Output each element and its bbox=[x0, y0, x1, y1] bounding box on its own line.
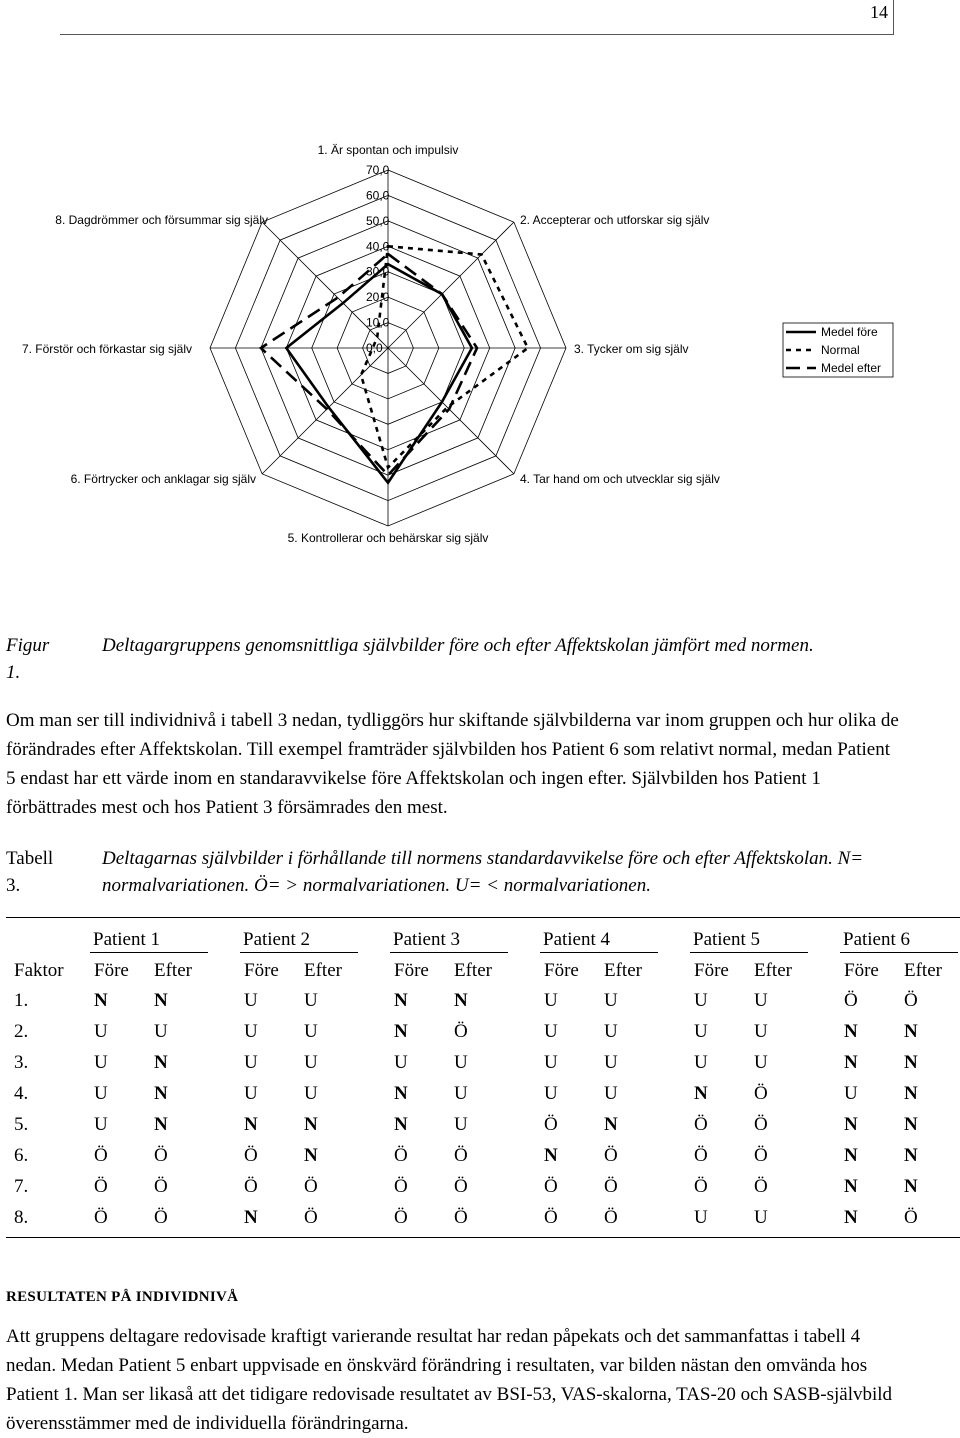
sub-header: Före bbox=[244, 960, 279, 981]
factor-header: Faktor bbox=[14, 960, 64, 981]
table-cell: Ö bbox=[904, 990, 918, 1011]
table-cell: Ö bbox=[544, 1176, 558, 1197]
table-cell: N bbox=[94, 990, 108, 1011]
table-cell: Ö bbox=[754, 1176, 768, 1197]
table-cell: N bbox=[694, 1083, 708, 1104]
patient-header: Patient 5 bbox=[693, 929, 761, 950]
patient-header: Patient 3 bbox=[393, 929, 461, 950]
table-cell: N bbox=[904, 1083, 918, 1104]
table-cell: N bbox=[844, 1176, 858, 1197]
table-cell: N bbox=[904, 1176, 918, 1197]
table-cell: N bbox=[304, 1145, 318, 1166]
axis-label: 2. Accepterar och utforskar sig själv bbox=[520, 213, 710, 227]
table-cell: N bbox=[904, 1021, 918, 1042]
table-cell: Ö bbox=[544, 1114, 558, 1135]
table-bottom-rule bbox=[6, 1237, 960, 1238]
table-cell: U bbox=[754, 1052, 768, 1073]
table-cell: N bbox=[544, 1145, 558, 1166]
table-cell: Ö bbox=[394, 1176, 408, 1197]
scale-tick-label: 50,0 bbox=[366, 213, 390, 228]
table-cell: N bbox=[244, 1207, 258, 1228]
patient-header: Patient 1 bbox=[93, 929, 161, 950]
table-cell: U bbox=[304, 990, 318, 1011]
axis-spoke bbox=[388, 222, 514, 348]
table-cell: U bbox=[394, 1052, 408, 1073]
scale-tick-label: 40,0 bbox=[366, 239, 390, 254]
table-cell: Ö bbox=[694, 1176, 708, 1197]
header-rule-end bbox=[893, 0, 894, 34]
table-cell: U bbox=[94, 1083, 108, 1104]
table-cell: U bbox=[454, 1114, 468, 1135]
table-top-rule bbox=[6, 917, 960, 918]
scale-tick-label: 10,0 bbox=[366, 315, 390, 330]
legend-label: Medel före bbox=[821, 325, 878, 339]
table-cell: U bbox=[244, 1052, 258, 1073]
table-cell: U bbox=[694, 1207, 708, 1228]
axis-label: 8. Dagdrömmer och försummar sig själv bbox=[55, 213, 268, 227]
table-cell: U bbox=[544, 1052, 558, 1073]
table-cell: Ö bbox=[604, 1145, 618, 1166]
patient-group-rule bbox=[90, 952, 208, 953]
table-cell: Ö bbox=[544, 1207, 558, 1228]
table-cell: Ö bbox=[304, 1207, 318, 1228]
table-cell: Ö bbox=[394, 1145, 408, 1166]
table-cell: U bbox=[304, 1021, 318, 1042]
sub-header: Före bbox=[394, 960, 429, 981]
table-cell: U bbox=[694, 1021, 708, 1042]
table-cell: N bbox=[844, 1145, 858, 1166]
axis-label: 7. Förstör och förkastar sig själv bbox=[21, 342, 192, 356]
table-cell: Ö bbox=[454, 1207, 468, 1228]
table-cell: Ö bbox=[244, 1176, 258, 1197]
series-line bbox=[361, 246, 528, 467]
table-cell: N bbox=[844, 1207, 858, 1228]
legend-label: Medel efter bbox=[821, 361, 882, 375]
patient-group-rule bbox=[690, 952, 808, 953]
table-cell: U bbox=[544, 1083, 558, 1104]
table-cell: U bbox=[694, 1052, 708, 1073]
sub-header: Efter bbox=[154, 960, 192, 981]
table-cell: N bbox=[844, 1052, 858, 1073]
table-cell: Ö bbox=[604, 1207, 618, 1228]
radar-chart bbox=[0, 130, 960, 570]
patient-header: Patient 2 bbox=[243, 929, 311, 950]
table-cell: U bbox=[604, 1052, 618, 1073]
table-cell: Ö bbox=[454, 1176, 468, 1197]
table-cell: U bbox=[454, 1052, 468, 1073]
table-cell: U bbox=[304, 1052, 318, 1073]
table-cell: U bbox=[94, 1021, 108, 1042]
table-cell: U bbox=[604, 1021, 618, 1042]
patient-group-rule bbox=[540, 952, 658, 953]
table-cell: Ö bbox=[904, 1207, 918, 1228]
table-cell: N bbox=[454, 990, 468, 1011]
table-cell: N bbox=[154, 1052, 168, 1073]
axis-label: 4. Tar hand om och utvecklar sig själv bbox=[520, 472, 720, 486]
table-cell: U bbox=[244, 1083, 258, 1104]
header-rule bbox=[60, 34, 894, 35]
scale-tick-label: 70,0 bbox=[366, 163, 390, 177]
table-cell: U bbox=[94, 1114, 108, 1135]
table-cell: N bbox=[904, 1145, 918, 1166]
table-factor-cell: 1. bbox=[14, 990, 29, 1011]
table-cell: N bbox=[394, 1114, 408, 1135]
figure-label: Figur 1. bbox=[6, 635, 50, 683]
table-cell: N bbox=[844, 1114, 858, 1135]
table-cell: U bbox=[694, 990, 708, 1011]
figure-caption-text: Deltagargruppens genomsnittliga självbilder före och efter Affektskolan jämfört med normen. bbox=[102, 635, 814, 656]
patient-group-rule bbox=[240, 952, 358, 953]
patient-header: Patient 4 bbox=[543, 929, 611, 950]
sub-header: Efter bbox=[454, 960, 492, 981]
table-cell: Ö bbox=[94, 1145, 108, 1166]
table-label: Tabell 3. bbox=[6, 848, 54, 896]
table-cell: N bbox=[154, 1114, 168, 1135]
table-cell: Ö bbox=[304, 1176, 318, 1197]
sub-header: Före bbox=[94, 960, 129, 981]
table-cell: Ö bbox=[844, 990, 858, 1011]
axis-label: 5. Kontrollerar och behärskar sig själv bbox=[287, 531, 489, 545]
table-cell: Ö bbox=[754, 1145, 768, 1166]
table-cell: Ö bbox=[244, 1145, 258, 1166]
table-cell: N bbox=[904, 1052, 918, 1073]
table-cell: N bbox=[394, 1021, 408, 1042]
table-cell: N bbox=[394, 1083, 408, 1104]
table-cell: Ö bbox=[154, 1176, 168, 1197]
table-cell: Ö bbox=[754, 1114, 768, 1135]
results-table bbox=[0, 917, 960, 1239]
table-factor-cell: 5. bbox=[14, 1114, 29, 1135]
table-cell: N bbox=[904, 1114, 918, 1135]
table-cell: Ö bbox=[154, 1145, 168, 1166]
table-factor-cell: 8. bbox=[14, 1207, 29, 1228]
sub-header: Efter bbox=[754, 960, 792, 981]
scale-tick-label: 60,0 bbox=[366, 188, 390, 203]
table-cell: Ö bbox=[394, 1207, 408, 1228]
scale-tick-label: 20,0 bbox=[366, 290, 390, 305]
table-caption-text: Deltagarnas självbilder i förhållande till normens standardavvikelse före och efter Affektskolan. N= normalvariationen. Ö= > normalvariationen. U= < normalvariationen. bbox=[102, 848, 864, 896]
table-cell: N bbox=[604, 1114, 618, 1135]
table-cell: U bbox=[94, 1052, 108, 1073]
table-factor-cell: 7. bbox=[14, 1176, 29, 1197]
legend-label: Normal bbox=[821, 343, 860, 357]
table-cell: N bbox=[154, 990, 168, 1011]
sub-header: Efter bbox=[604, 960, 642, 981]
table-cell: N bbox=[154, 1083, 168, 1104]
sub-header: Före bbox=[844, 960, 879, 981]
table-cell: U bbox=[544, 1021, 558, 1042]
table-cell: N bbox=[244, 1114, 258, 1135]
table-cell: Ö bbox=[754, 1083, 768, 1104]
table-cell: U bbox=[244, 1021, 258, 1042]
scale-tick-label: 30,0 bbox=[366, 264, 390, 279]
table-cell: Ö bbox=[694, 1114, 708, 1135]
table-cell: N bbox=[844, 1021, 858, 1042]
page-number: 14 bbox=[870, 2, 888, 22]
table-cell: U bbox=[454, 1083, 468, 1104]
axis-label: 3. Tycker om sig själv bbox=[574, 342, 689, 356]
table-cell: N bbox=[304, 1114, 318, 1135]
table-cell: U bbox=[154, 1021, 168, 1042]
scale-tick-label: 0,0 bbox=[366, 341, 383, 355]
body-paragraph-1: Om man ser till individnivå i tabell 3 nedan, tydliggörs hur skiftande självbilderna var inom gruppen och hur olika de förändrades efter Affektskolan. Till exempel framträder självbilden hos Patient 6 som relativt normal, medan Patient 5 endast har ett värde inom en standaravvikelse före Affektskolan och ingen efter. Självbilden hos Patient 1 förbättrades mest och hos Patient 3 försämrades den mest. bbox=[6, 710, 899, 818]
table-cell: U bbox=[244, 990, 258, 1011]
table-cell: Ö bbox=[154, 1207, 168, 1228]
axis-label: 6. Förtrycker och anklagar sig själv bbox=[70, 472, 256, 486]
sub-header: Efter bbox=[304, 960, 342, 981]
table-cell: Ö bbox=[454, 1145, 468, 1166]
table-factor-cell: 6. bbox=[14, 1145, 29, 1166]
table-cell: U bbox=[754, 990, 768, 1011]
table-cell: N bbox=[394, 990, 408, 1011]
table-cell: Ö bbox=[694, 1145, 708, 1166]
sub-header: Efter bbox=[904, 960, 942, 981]
page-header bbox=[0, 0, 960, 36]
sub-header: Före bbox=[694, 960, 729, 981]
table-cell: U bbox=[844, 1083, 858, 1104]
patient-header: Patient 6 bbox=[843, 929, 911, 950]
patient-group-rule bbox=[390, 952, 508, 953]
table-cell: U bbox=[304, 1083, 318, 1104]
table-cell: U bbox=[544, 990, 558, 1011]
table-factor-cell: 3. bbox=[14, 1052, 29, 1073]
table-factor-cell: 2. bbox=[14, 1021, 29, 1042]
table-cell: Ö bbox=[94, 1176, 108, 1197]
table-cell: U bbox=[604, 990, 618, 1011]
table-factor-cell: 4. bbox=[14, 1083, 29, 1104]
table-cell: Ö bbox=[604, 1176, 618, 1197]
sub-header: Före bbox=[544, 960, 579, 981]
body-paragraph-2: Att gruppens deltagare redovisade kraftigt varierande resultat har redan påpekats och det sammanfattas i tabell 4 nedan. Medan Patient 5 enbart uppvisade en önskvärd förändring i resultaten, var bilden nästan den omvända hos Patient 1. Man ser likaså att det tidigare redovisade resultatet av BSI-53, VAS-skalorna, TAS-20 och SASB-självbild överensstämmer med de individuella förändringarna. bbox=[6, 1326, 893, 1434]
table-cell: U bbox=[754, 1207, 768, 1228]
table-cell: Ö bbox=[454, 1021, 468, 1042]
table-cell: U bbox=[604, 1083, 618, 1104]
table-cell: U bbox=[754, 1021, 768, 1042]
axis-label: 1. Är spontan och impulsiv bbox=[317, 143, 459, 157]
patient-group-rule bbox=[840, 952, 958, 953]
table-cell: Ö bbox=[94, 1207, 108, 1228]
section-heading: RESULTATEN PÅ INDIVIDNIVÅ bbox=[6, 1289, 239, 1305]
